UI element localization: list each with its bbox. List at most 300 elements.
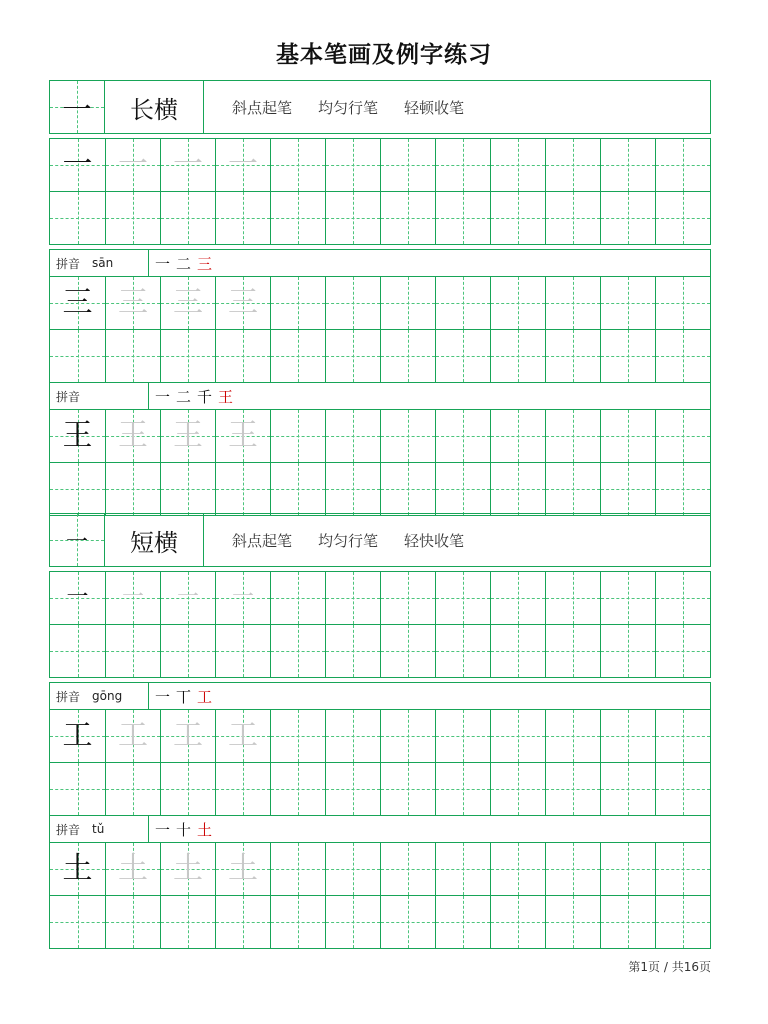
guide-line-vertical — [188, 896, 189, 948]
guide-line-vertical — [408, 625, 409, 677]
guide-line-vertical — [298, 330, 299, 382]
guide-line-vertical — [628, 710, 629, 762]
guide-line-vertical — [353, 192, 354, 244]
stroke-order-step: 千 — [197, 387, 213, 406]
guide-line-vertical — [683, 763, 684, 815]
tianzige-cell[interactable] — [270, 710, 325, 762]
tianzige-cell[interactable] — [325, 625, 380, 677]
guide-line-vertical — [518, 843, 519, 895]
tianzige-cell[interactable] — [325, 710, 380, 762]
guide-line-vertical — [188, 463, 189, 515]
tianzige-cell[interactable] — [545, 139, 600, 191]
guide-line-vertical — [573, 572, 574, 624]
tianzige-cell[interactable] — [655, 896, 710, 948]
trace-char: 一 — [228, 147, 258, 182]
tianzige-cell[interactable] — [270, 410, 325, 462]
tianzige-cell[interactable] — [545, 410, 600, 462]
stroke-order — [149, 386, 233, 407]
tianzige-cell[interactable] — [545, 843, 600, 895]
guide-line-vertical — [298, 192, 299, 244]
practice-row — [50, 624, 710, 677]
tianzige-cell[interactable] — [490, 410, 545, 462]
guide-line-vertical — [518, 410, 519, 462]
stroke-order-step: 工 — [197, 687, 213, 706]
tianzige-cell[interactable] — [545, 463, 600, 515]
guide-line-vertical — [353, 572, 354, 624]
pinyin-label: 拼音 — [56, 256, 81, 271]
tianzige-cell[interactable] — [105, 710, 160, 762]
tianzige-cell[interactable] — [215, 463, 270, 515]
tianzige-cell[interactable] — [435, 843, 490, 895]
tianzige-cell[interactable] — [490, 896, 545, 948]
guide-line-vertical — [298, 410, 299, 462]
guide-line-vertical — [628, 843, 629, 895]
stroke-order-step: 一 — [155, 687, 171, 706]
stroke-glyph: 一 — [62, 93, 92, 128]
pinyin-label: 拼音 — [56, 689, 81, 704]
tianzige-cell[interactable] — [105, 139, 160, 191]
guide-line-vertical — [683, 277, 684, 329]
tianzige-cell[interactable] — [270, 763, 325, 815]
tianzige-cell[interactable] — [325, 463, 380, 515]
guide-line-vertical — [408, 410, 409, 462]
trace-char: 工 — [173, 718, 203, 753]
tianzige-cell[interactable] — [215, 843, 270, 895]
tianzige-cell[interactable] — [215, 277, 270, 329]
tianzige-cell[interactable] — [380, 463, 435, 515]
guide-line-vertical — [298, 139, 299, 191]
tianzige-cell[interactable] — [435, 330, 490, 382]
tianzige-cell[interactable] — [435, 277, 490, 329]
tianzige-cell[interactable] — [50, 625, 105, 677]
tianzige-cell[interactable] — [215, 896, 270, 948]
tianzige-cell[interactable] — [435, 896, 490, 948]
guide-line-vertical — [683, 572, 684, 624]
tianzige-cell[interactable] — [545, 625, 600, 677]
tianzige-cell[interactable] — [325, 139, 380, 191]
guide-line-vertical — [243, 192, 244, 244]
guide-line-vertical — [78, 330, 79, 382]
guide-line-vertical — [353, 330, 354, 382]
tianzige-cell[interactable] — [490, 763, 545, 815]
trace-char: 三 — [173, 285, 203, 320]
tianzige-cell[interactable] — [160, 410, 215, 462]
tianzige-cell[interactable] — [545, 896, 600, 948]
tianzige-cell[interactable] — [600, 330, 655, 382]
tianzige-cell[interactable] — [270, 572, 325, 624]
tianzige-cell[interactable] — [600, 572, 655, 624]
guide-line-vertical — [133, 463, 134, 515]
tianzige-cell[interactable] — [655, 625, 710, 677]
stroke-order-step: 一 — [155, 820, 171, 839]
guide-line-vertical — [518, 896, 519, 948]
tianzige-cell[interactable] — [105, 277, 160, 329]
stroke-header — [49, 80, 711, 134]
tianzige-cell[interactable] — [545, 192, 600, 244]
tianzige-cell[interactable] — [655, 192, 710, 244]
practice-row — [50, 895, 710, 948]
tianzige-cell[interactable] — [105, 330, 160, 382]
guide-line-vertical — [463, 843, 464, 895]
tianzige-cell[interactable] — [160, 763, 215, 815]
trace-char: 工 — [228, 718, 258, 753]
guide-line-vertical — [683, 330, 684, 382]
guide-line-vertical — [188, 625, 189, 677]
stroke-cell — [50, 81, 105, 133]
tianzige-cell[interactable] — [655, 763, 710, 815]
tianzige-cell[interactable] — [325, 410, 380, 462]
tianzige-cell[interactable] — [380, 192, 435, 244]
tianzige-cell[interactable] — [105, 896, 160, 948]
tianzige-cell[interactable] — [160, 277, 215, 329]
trace-char: 土 — [173, 851, 203, 886]
tianzige-cell[interactable] — [160, 896, 215, 948]
guide-line-vertical — [463, 277, 464, 329]
tianzige-cell[interactable] — [160, 139, 215, 191]
pinyin-cell — [50, 816, 149, 842]
stroke-header — [49, 513, 711, 567]
pinyin-cell — [50, 383, 149, 409]
tianzige-cell[interactable] — [160, 572, 215, 624]
guide-line-vertical — [518, 192, 519, 244]
guide-line-vertical — [133, 625, 134, 677]
tianzige-cell[interactable] — [50, 139, 105, 191]
tianzige-cell[interactable] — [380, 625, 435, 677]
tianzige-cell[interactable] — [105, 410, 160, 462]
tianzige-cell[interactable] — [380, 763, 435, 815]
stroke-practice-grid — [49, 571, 711, 678]
tianzige-cell[interactable] — [545, 763, 600, 815]
practice-row — [50, 462, 710, 515]
tianzige-cell[interactable] — [600, 192, 655, 244]
guide-line-vertical — [298, 896, 299, 948]
tianzige-cell[interactable] — [325, 192, 380, 244]
guide-line-vertical — [298, 572, 299, 624]
practice-row — [50, 329, 710, 382]
guide-line-vertical — [518, 710, 519, 762]
guide-line-vertical — [573, 139, 574, 191]
trace-char: 王 — [118, 418, 148, 453]
tianzige-cell[interactable] — [270, 896, 325, 948]
stroke-tip: 斜点起笔 — [232, 98, 293, 117]
guide-line-vertical — [133, 330, 134, 382]
guide-line-vertical — [463, 763, 464, 815]
pinyin-value: sān — [92, 256, 114, 270]
tianzige-cell[interactable] — [600, 843, 655, 895]
guide-line-vertical — [408, 710, 409, 762]
stroke-tips — [204, 81, 710, 133]
tianzige-cell[interactable] — [435, 710, 490, 762]
trace-char: 一 — [121, 585, 144, 610]
guide-line-vertical — [408, 896, 409, 948]
stroke-order-step: 二 — [176, 387, 192, 406]
stroke-header-row — [50, 514, 710, 566]
guide-line-vertical — [628, 410, 629, 462]
guide-line-vertical — [628, 192, 629, 244]
tianzige-cell[interactable] — [435, 410, 490, 462]
tianzige-cell[interactable] — [105, 192, 160, 244]
guide-line-vertical — [628, 330, 629, 382]
tianzige-cell[interactable] — [160, 192, 215, 244]
tianzige-cell[interactable] — [160, 843, 215, 895]
guide-line-vertical — [298, 277, 299, 329]
guide-line-vertical — [463, 625, 464, 677]
stroke-tip: 均匀行笔 — [318, 98, 379, 117]
tianzige-cell[interactable] — [105, 463, 160, 515]
tianzige-cell[interactable] — [270, 843, 325, 895]
tianzige-cell[interactable] — [325, 277, 380, 329]
tianzige-cell[interactable] — [50, 192, 105, 244]
tianzige-cell[interactable] — [160, 463, 215, 515]
tianzige-cell[interactable] — [50, 277, 105, 329]
guide-line-vertical — [188, 330, 189, 382]
guide-line-vertical — [463, 192, 464, 244]
tianzige-cell[interactable] — [160, 330, 215, 382]
tianzige-cell[interactable] — [270, 625, 325, 677]
char-info-row — [50, 382, 710, 410]
tianzige-cell[interactable] — [435, 192, 490, 244]
tianzige-cell[interactable] — [380, 330, 435, 382]
trace-char: 一 — [176, 585, 199, 610]
tianzige-cell[interactable] — [325, 843, 380, 895]
guide-line-vertical — [298, 625, 299, 677]
tianzige-cell[interactable] — [600, 463, 655, 515]
tianzige-cell[interactable] — [600, 139, 655, 191]
tianzige-cell[interactable] — [215, 572, 270, 624]
tianzige-cell[interactable] — [490, 843, 545, 895]
tianzige-cell[interactable] — [160, 710, 215, 762]
practice-row — [50, 139, 710, 191]
practice-row — [50, 710, 710, 762]
guide-line-vertical — [628, 763, 629, 815]
tianzige-cell[interactable] — [545, 710, 600, 762]
tianzige-cell[interactable] — [325, 763, 380, 815]
trace-char: 一 — [231, 585, 254, 610]
tianzige-cell[interactable] — [490, 710, 545, 762]
stroke-cell — [50, 514, 105, 566]
guide-line-vertical — [243, 763, 244, 815]
guide-line-vertical — [683, 410, 684, 462]
guide-line-vertical — [683, 625, 684, 677]
tianzige-cell[interactable] — [380, 139, 435, 191]
tianzige-cell[interactable] — [50, 410, 105, 462]
tianzige-cell[interactable] — [435, 139, 490, 191]
stroke-tip: 轻快收笔 — [404, 531, 465, 550]
trace-char: 土 — [228, 851, 258, 886]
stroke-tip: 均匀行笔 — [318, 531, 379, 550]
tianzige-cell[interactable] — [600, 896, 655, 948]
tianzige-cell[interactable] — [50, 843, 105, 895]
tianzige-cell[interactable] — [380, 710, 435, 762]
tianzige-cell[interactable] — [600, 277, 655, 329]
guide-line-vertical — [518, 625, 519, 677]
tianzige-cell[interactable] — [490, 572, 545, 624]
tianzige-cell[interactable] — [215, 763, 270, 815]
tianzige-cell[interactable] — [435, 763, 490, 815]
page-number: 第1页 / 共16页 — [628, 960, 711, 974]
guide-line-vertical — [298, 763, 299, 815]
tianzige-cell[interactable] — [490, 463, 545, 515]
guide-line-vertical — [518, 572, 519, 624]
tianzige-cell[interactable] — [50, 896, 105, 948]
tianzige-cell[interactable] — [380, 896, 435, 948]
tianzige-cell[interactable] — [50, 763, 105, 815]
guide-line-vertical — [408, 572, 409, 624]
guide-line-vertical — [353, 139, 354, 191]
stroke-order-step: 十 — [176, 820, 192, 839]
tianzige-cell[interactable] — [655, 330, 710, 382]
tianzige-cell[interactable] — [545, 330, 600, 382]
tianzige-cell[interactable] — [50, 463, 105, 515]
tianzige-cell[interactable] — [380, 572, 435, 624]
pinyin-cell — [50, 250, 149, 276]
tianzige-cell[interactable] — [215, 192, 270, 244]
guide-line-vertical — [408, 763, 409, 815]
guide-line-vertical — [353, 277, 354, 329]
tianzige-cell[interactable] — [215, 625, 270, 677]
guide-line-vertical — [463, 410, 464, 462]
pinyin-label: 拼音 — [56, 822, 81, 837]
guide-line-vertical — [353, 843, 354, 895]
practice-row — [50, 277, 710, 329]
guide-line-vertical — [353, 710, 354, 762]
char-info-row — [50, 683, 710, 710]
guide-line-vertical — [573, 192, 574, 244]
guide-line-vertical — [298, 710, 299, 762]
guide-line-vertical — [573, 277, 574, 329]
tianzige-cell[interactable] — [545, 277, 600, 329]
tianzige-cell[interactable] — [600, 710, 655, 762]
trace-char: 三 — [228, 285, 258, 320]
guide-line-vertical — [573, 410, 574, 462]
practice-row — [50, 191, 710, 244]
tianzige-cell[interactable] — [105, 625, 160, 677]
trace-char: 三 — [118, 285, 148, 320]
guide-line-vertical — [463, 139, 464, 191]
tianzige-cell[interactable] — [490, 330, 545, 382]
model-char: 工 — [62, 718, 93, 753]
tianzige-cell[interactable] — [270, 463, 325, 515]
tianzige-cell[interactable] — [490, 192, 545, 244]
tianzige-cell[interactable] — [215, 330, 270, 382]
tianzige-cell[interactable] — [600, 625, 655, 677]
stroke-order — [149, 819, 212, 840]
pinyin-label: 拼音 — [56, 389, 81, 404]
tianzige-cell[interactable] — [325, 572, 380, 624]
guide-line-vertical — [408, 277, 409, 329]
tianzige-cell[interactable] — [655, 572, 710, 624]
tianzige-cell[interactable] — [600, 410, 655, 462]
guide-line-vertical — [353, 763, 354, 815]
tianzige-cell[interactable] — [655, 463, 710, 515]
guide-line-vertical — [628, 625, 629, 677]
stroke-tip: 轻顿收笔 — [404, 98, 465, 117]
tianzige-cell[interactable] — [380, 277, 435, 329]
tianzige-cell[interactable] — [215, 139, 270, 191]
stroke-header-row — [50, 81, 710, 133]
guide-line-vertical — [683, 463, 684, 515]
tianzige-cell[interactable] — [655, 410, 710, 462]
guide-line-vertical — [628, 139, 629, 191]
tianzige-cell[interactable] — [50, 710, 105, 762]
stroke-name: 短横 — [105, 514, 204, 566]
tianzige-cell[interactable] — [215, 410, 270, 462]
tianzige-cell[interactable] — [270, 192, 325, 244]
stroke-order-step: 土 — [197, 820, 213, 839]
tianzige-cell[interactable] — [490, 277, 545, 329]
tianzige-cell[interactable] — [325, 896, 380, 948]
stroke-order-step: 一 — [155, 254, 171, 273]
practice-row — [50, 572, 710, 624]
tianzige-cell[interactable] — [490, 139, 545, 191]
guide-line-vertical — [78, 625, 79, 677]
tianzige-cell[interactable] — [600, 763, 655, 815]
guide-line-vertical — [353, 896, 354, 948]
tianzige-cell[interactable] — [270, 277, 325, 329]
model-char: 一 — [62, 147, 93, 182]
tianzige-cell[interactable] — [105, 763, 160, 815]
tianzige-cell[interactable] — [160, 625, 215, 677]
tianzige-cell[interactable] — [545, 572, 600, 624]
tianzige-cell[interactable] — [50, 572, 105, 624]
example-chars — [49, 682, 711, 949]
char-info-row — [50, 250, 710, 277]
guide-line-vertical — [243, 330, 244, 382]
tianzige-cell[interactable] — [380, 410, 435, 462]
example-chars — [49, 249, 711, 516]
tianzige-cell[interactable] — [435, 463, 490, 515]
stroke-order-step: 二 — [176, 254, 192, 273]
tianzige-cell[interactable] — [655, 139, 710, 191]
guide-line-vertical — [408, 843, 409, 895]
guide-line-vertical — [353, 463, 354, 515]
pinyin-value: tǔ — [92, 822, 105, 836]
tianzige-cell[interactable] — [270, 139, 325, 191]
stroke-order-step: 丅 — [176, 687, 192, 706]
tianzige-cell[interactable] — [490, 625, 545, 677]
stroke-order — [149, 253, 212, 274]
tianzige-cell[interactable] — [270, 330, 325, 382]
model-char: 王 — [62, 418, 93, 453]
tianzige-cell[interactable] — [655, 843, 710, 895]
tianzige-cell[interactable] — [215, 710, 270, 762]
tianzige-cell[interactable] — [435, 572, 490, 624]
practice-row — [50, 762, 710, 815]
tianzige-cell[interactable] — [435, 625, 490, 677]
guide-line-vertical — [463, 710, 464, 762]
tianzige-cell[interactable] — [655, 277, 710, 329]
guide-line-vertical — [408, 192, 409, 244]
model-char: 土 — [62, 851, 93, 886]
tianzige-cell[interactable] — [105, 572, 160, 624]
guide-line-vertical — [683, 139, 684, 191]
tianzige-cell[interactable] — [655, 710, 710, 762]
guide-line-vertical — [573, 463, 574, 515]
guide-line-vertical — [463, 572, 464, 624]
guide-line-vertical — [518, 277, 519, 329]
trace-char: 王 — [173, 418, 203, 453]
guide-line-vertical — [683, 843, 684, 895]
tianzige-cell[interactable] — [105, 843, 160, 895]
stroke-name: 长横 — [105, 81, 204, 133]
tianzige-cell[interactable] — [325, 330, 380, 382]
stroke-glyph: 一 — [65, 529, 88, 555]
tianzige-cell[interactable] — [50, 330, 105, 382]
tianzige-cell[interactable] — [380, 843, 435, 895]
guide-line-vertical — [628, 277, 629, 329]
char-info-row — [50, 815, 710, 843]
guide-line-vertical — [683, 710, 684, 762]
